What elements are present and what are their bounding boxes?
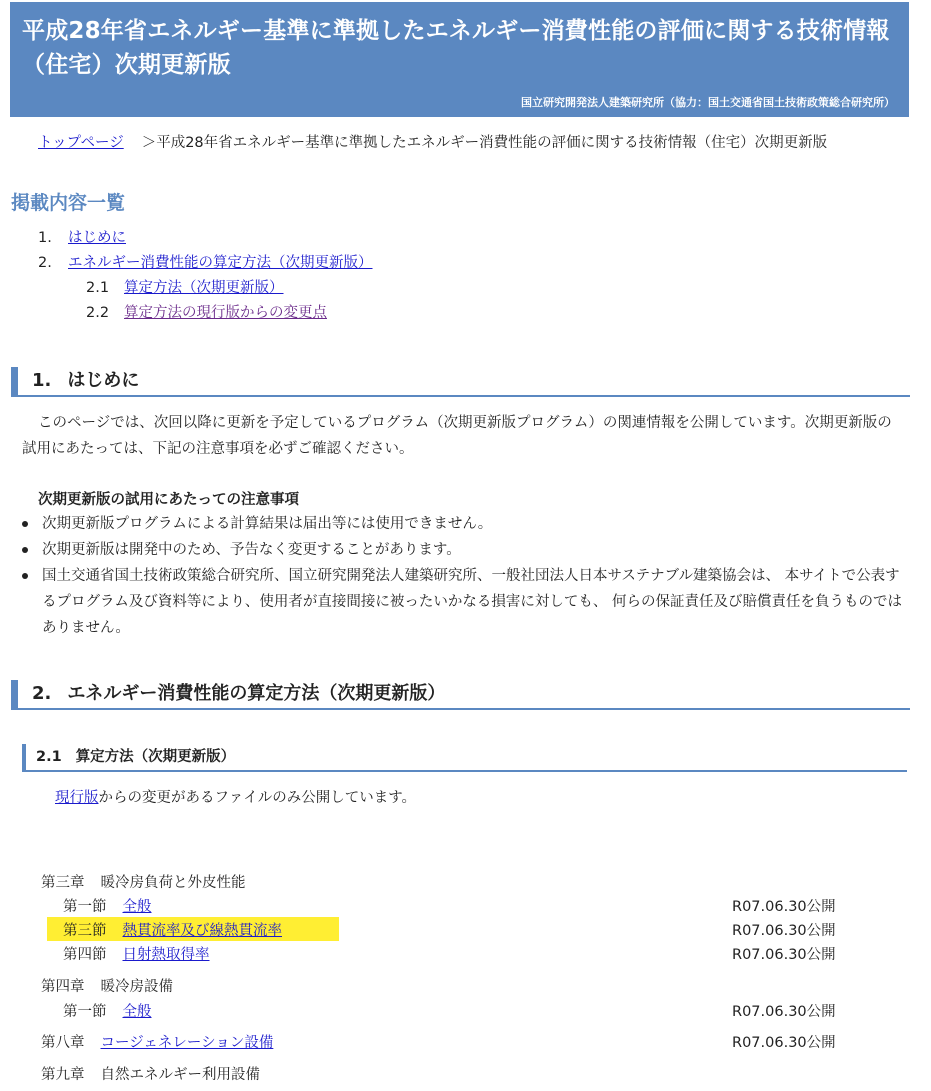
file-row bbox=[63, 943, 210, 964]
toc-subitem-method bbox=[38, 276, 373, 301]
section-heading-methods bbox=[11, 680, 910, 710]
bullet-icon bbox=[22, 547, 28, 553]
notice-list bbox=[22, 511, 902, 641]
subsection-number: 2.1 bbox=[36, 749, 62, 765]
section-number: 2. bbox=[32, 683, 52, 704]
section-title: はじめに bbox=[67, 370, 140, 391]
file-link-ch3-solar-gain[interactable]: 日射熱取得率 bbox=[122, 947, 210, 963]
bullet-icon bbox=[22, 521, 28, 527]
toc-item-methods bbox=[38, 251, 373, 276]
file-link-ch3-general[interactable]: 全般 bbox=[122, 899, 152, 915]
breadcrumb-home-link[interactable]: トップページ bbox=[38, 135, 124, 151]
section-title: エネルギー消費性能の算定方法（次期更新版） bbox=[67, 683, 446, 704]
page-header bbox=[10, 2, 909, 117]
method-note-text: からの変更があるファイルのみ公開しています。 bbox=[98, 790, 417, 806]
chapter-8 bbox=[41, 1031, 273, 1052]
chapter-title: 暖冷房負荷と外皮性能 bbox=[100, 875, 246, 891]
file-date: R07.06.30公開 bbox=[732, 1004, 836, 1020]
toc-link-changes[interactable]: 算定方法の現行版からの変更点 bbox=[124, 305, 327, 321]
notice-heading: 次期更新版の試用にあたっての注意事項 bbox=[38, 492, 299, 508]
notice-item bbox=[22, 511, 902, 537]
file-row bbox=[63, 919, 282, 940]
toc-item-intro bbox=[38, 226, 373, 251]
file-date: R07.06.30公開 bbox=[732, 947, 836, 963]
file-row bbox=[63, 895, 152, 916]
toc-heading: 掲載内容一覧 bbox=[11, 192, 126, 214]
section-label: 第一節 bbox=[63, 899, 107, 915]
chapter-label: 第九章 bbox=[41, 1067, 85, 1083]
organization-name: 国立研究開発法人建築研究所（協力：国土交通省国土技術政策総合研究所） bbox=[521, 96, 895, 109]
page-title: 平成28年省エネルギー基準に準拠したエネルギー消費性能の評価に関する技術情報（住宅）次期更新版 bbox=[22, 18, 890, 78]
file-link-ch8-cogeneration[interactable]: コージェネレーション設備 bbox=[100, 1035, 274, 1051]
chapter-label: 第四章 bbox=[41, 979, 85, 995]
file-date: R07.06.30公開 bbox=[732, 923, 836, 939]
toc-subitem-number: 2.2 bbox=[86, 305, 110, 321]
notice-item bbox=[22, 537, 902, 563]
toc-list bbox=[38, 226, 373, 326]
file-link-ch4-general[interactable]: 全般 bbox=[122, 1004, 152, 1020]
chapter-title: 暖冷房設備 bbox=[100, 979, 173, 995]
chapter-label: 第三章 bbox=[41, 875, 85, 891]
toc-link-method-next[interactable]: 算定方法（次期更新版） bbox=[124, 280, 284, 296]
section-heading-intro bbox=[11, 367, 910, 397]
breadcrumb bbox=[38, 131, 827, 152]
chapter-3 bbox=[41, 871, 246, 892]
chapter-4 bbox=[41, 975, 173, 996]
notice-text: 国土交通省国土技術政策総合研究所、国立研究開発法人建築研究所、一般社団法人日本サステナブル建築協会は、 本サイトで公表するプログラム及び資料等により、使用者が直接間接に被ったいかなる損害に対しても、 何らの保証責任及び賠償責任を負うものではありません。 bbox=[42, 568, 902, 636]
breadcrumb-current: ＞平成28年省エネルギー基準に準拠したエネルギー消費性能の評価に関する技術情報（住宅）次期更新版 bbox=[141, 135, 828, 151]
file-link-ch3-thermal-transmittance[interactable]: 熱貫流率及び線熱貫流率 bbox=[122, 923, 282, 939]
section-label: 第三節 bbox=[63, 923, 107, 939]
method-note bbox=[55, 785, 931, 811]
toc-subitem-number: 2.1 bbox=[86, 280, 110, 296]
section-number: 1. bbox=[32, 370, 52, 391]
toc-link-methods[interactable]: エネルギー消費性能の算定方法（次期更新版） bbox=[68, 255, 373, 271]
chapter-9 bbox=[41, 1063, 260, 1084]
bullet-icon bbox=[22, 573, 28, 579]
chapter-label: 第八章 bbox=[41, 1035, 85, 1051]
toc-subitem-changes bbox=[38, 301, 373, 326]
file-date: R07.06.30公開 bbox=[732, 1035, 836, 1051]
section-label: 第一節 bbox=[63, 1004, 107, 1020]
file-date: R07.06.30公開 bbox=[732, 899, 836, 915]
current-version-link[interactable]: 現行版 bbox=[55, 790, 99, 806]
file-row bbox=[63, 1000, 152, 1021]
toc-item-number: 2. bbox=[38, 255, 52, 271]
toc-item-number: 1. bbox=[38, 230, 52, 246]
subsection-heading-method bbox=[22, 744, 907, 772]
subsection-title: 算定方法（次期更新版） bbox=[75, 749, 236, 765]
chapter-title: 自然エネルギー利用設備 bbox=[100, 1067, 260, 1083]
section-label: 第四節 bbox=[63, 947, 107, 963]
notice-text: 次期更新版プログラムによる計算結果は届出等には使用できません。 bbox=[42, 516, 493, 532]
notice-item bbox=[22, 563, 902, 641]
toc-link-intro[interactable]: はじめに bbox=[68, 230, 126, 246]
notice-text: 次期更新版は開発中のため、予告なく変更することがあります。 bbox=[42, 542, 461, 558]
intro-paragraph: このページでは、次回以降に更新を予定しているプログラム（次期更新版プログラム）の関連情報を公開しています。次期更新版の試用にあたっては、下記の注意事項を必ずご確認ください。 bbox=[22, 415, 892, 457]
